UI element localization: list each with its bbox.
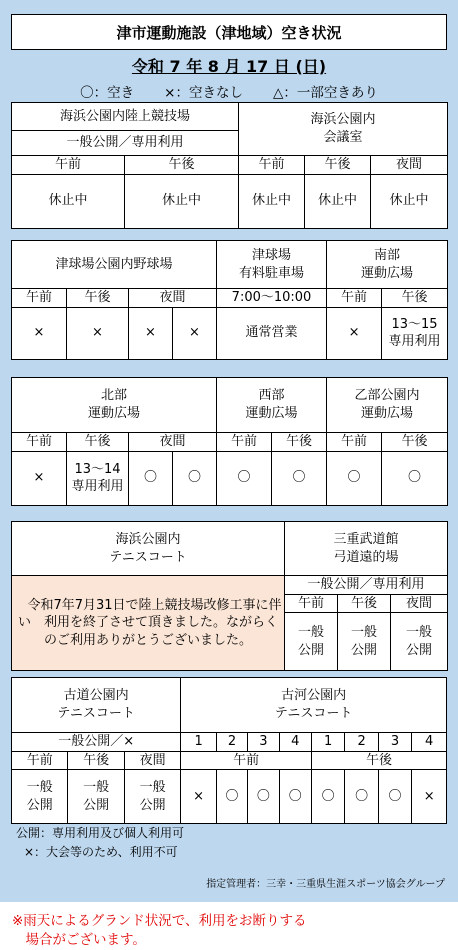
- header-am: 午前: [12, 433, 67, 452]
- status-cell: ×: [12, 451, 67, 505]
- usage-type: 一般公開／専用利用: [12, 131, 239, 156]
- status-cell: ×: [12, 307, 67, 359]
- status-cell: 休止中: [305, 174, 371, 228]
- header-night: 夜間: [371, 156, 448, 175]
- header-am: 午前: [327, 289, 382, 308]
- venue-seaside-meeting-room: 海浜公園内 会議室: [239, 103, 448, 156]
- status-cell: ×: [181, 770, 217, 824]
- status-cell: ×: [412, 770, 447, 824]
- header-pm: 午後: [272, 433, 327, 452]
- rain-notice: ※雨天によるグランド状況で、利用をお断りする 場合がございます。: [12, 913, 307, 948]
- header-am: 午前: [217, 433, 272, 452]
- block-baseball: [11, 240, 448, 360]
- header-pm: 午後: [338, 594, 391, 613]
- status-cell: ×: [173, 307, 217, 359]
- court-number: 1: [181, 733, 217, 752]
- status-cell: ×: [67, 307, 129, 359]
- status-cell: 一般 公開: [338, 613, 391, 671]
- status-cell: 〇: [272, 451, 327, 505]
- header-am: 午前: [327, 433, 382, 452]
- status-cell: 休止中: [371, 174, 448, 228]
- status-cell: 休止中: [12, 174, 125, 228]
- status-cell: 〇: [382, 451, 448, 505]
- header-pm: 午後: [68, 751, 124, 770]
- venue-parking: 津球場 有料駐車場: [217, 241, 327, 289]
- status-cell: ×: [129, 307, 173, 359]
- status-cell: 〇: [129, 451, 173, 505]
- header-pm: 午後: [382, 289, 448, 308]
- block-tennis-budokan: [11, 521, 448, 671]
- header-pm: 午後: [125, 156, 239, 175]
- header-night: 夜間: [129, 433, 217, 452]
- status-cell: 〇: [217, 451, 272, 505]
- venue-kodo-tennis: 古道公園内 テニスコート: [12, 678, 181, 733]
- court-number: 2: [216, 733, 247, 752]
- header-am: 午前: [12, 289, 67, 308]
- status-cell: 一般 公開: [391, 613, 448, 671]
- status-cell: 〇: [279, 770, 311, 824]
- page-title: 津市運動施設（津地域）空き状況: [11, 14, 447, 50]
- header-pm: 午後: [305, 156, 371, 175]
- venue-seaside-tennis: 海浜公園内 テニスコート: [12, 522, 285, 576]
- parking-hours: 7:00～10:00: [217, 289, 327, 308]
- closure-notice: 令和7年7月31日で陸上競技場改修工事に伴い 利用を終了させて頂きました。ながらくのご利用ありがとうございました。: [12, 576, 285, 671]
- block-north-fields: [11, 377, 448, 506]
- status-cell: 一般 公開: [68, 770, 124, 824]
- status-cell: 休止中: [125, 174, 239, 228]
- venue-south-field: 南部 運動広場: [327, 241, 448, 289]
- status-cell: ×: [327, 307, 382, 359]
- header-am: 午前: [285, 594, 338, 613]
- legend-available: 〇：空き: [80, 85, 135, 101]
- status-cell: 13～14 専用利用: [67, 451, 129, 505]
- block-tennis-courts: [11, 677, 447, 824]
- venue-north-field: 北部 運動広場: [12, 378, 217, 433]
- header-pm: 午後: [311, 751, 446, 770]
- venue-west-field: 西部 運動広場: [217, 378, 327, 433]
- status-cell: 〇: [345, 770, 378, 824]
- header-am: 午前: [12, 751, 68, 770]
- status-cell: 〇: [216, 770, 247, 824]
- court-number: 4: [412, 733, 447, 752]
- status-cell: 一般 公開: [12, 770, 68, 824]
- header-pm: 午後: [67, 289, 129, 308]
- venue-kogawa-tennis: 古河公園内 テニスコート: [181, 678, 447, 733]
- status-cell: 〇: [248, 770, 279, 824]
- status-cell: 13～15 専用利用: [382, 307, 448, 359]
- court-number: 1: [311, 733, 344, 752]
- note-unavailable: ×：大会等のため、利用不可: [24, 845, 178, 859]
- legend: [0, 81, 458, 101]
- block-seaside-stadium: [11, 102, 448, 229]
- note-public: 公開：専用利用及び個人利用可: [16, 826, 185, 840]
- status-cell: 〇: [173, 451, 217, 505]
- header-night: 夜間: [391, 594, 448, 613]
- status-cell: 〇: [327, 451, 382, 505]
- status-cell: 一般 公開: [124, 770, 180, 824]
- usage-type: 一般公開／×: [12, 733, 181, 752]
- court-number: 4: [279, 733, 311, 752]
- header-night: 夜間: [129, 289, 217, 308]
- header-pm: 午後: [67, 433, 129, 452]
- header-pm: 午後: [382, 433, 448, 452]
- venue-otobe-field: 乙部公園内 運動広場: [327, 378, 448, 433]
- court-number: 2: [345, 733, 378, 752]
- date-label: [0, 54, 458, 77]
- header-am: 午前: [181, 751, 312, 770]
- legend-partial: △：一部空きあり: [272, 85, 378, 101]
- header-am: 午前: [239, 156, 305, 175]
- venue-budokan-archery: 三重武道館 弓道遠的場: [285, 522, 448, 576]
- header-am: 午前: [12, 156, 125, 175]
- court-number: 3: [378, 733, 411, 752]
- header-night: 夜間: [124, 751, 180, 770]
- status-cell: 休止中: [239, 174, 305, 228]
- legend-full: ×：空きなし: [164, 85, 243, 101]
- court-number: 3: [248, 733, 279, 752]
- legend-notes: [16, 824, 184, 862]
- manager-credit: 指定管理者：三幸・三重県生涯スポーツ協会グループ: [206, 879, 445, 890]
- status-cell: 〇: [378, 770, 411, 824]
- venue-baseball-field: 津球場公園内野球場: [12, 241, 217, 289]
- parking-status: 通常営業: [217, 307, 327, 359]
- status-cell: 〇: [311, 770, 344, 824]
- date-text: 令和 7 年 8 月 17 日 (日): [131, 57, 327, 76]
- venue-seaside-stadium: 海浜公園内陸上競技場: [12, 103, 239, 131]
- status-cell: 一般 公開: [285, 613, 338, 671]
- usage-type: 一般公開／専用利用: [285, 576, 448, 595]
